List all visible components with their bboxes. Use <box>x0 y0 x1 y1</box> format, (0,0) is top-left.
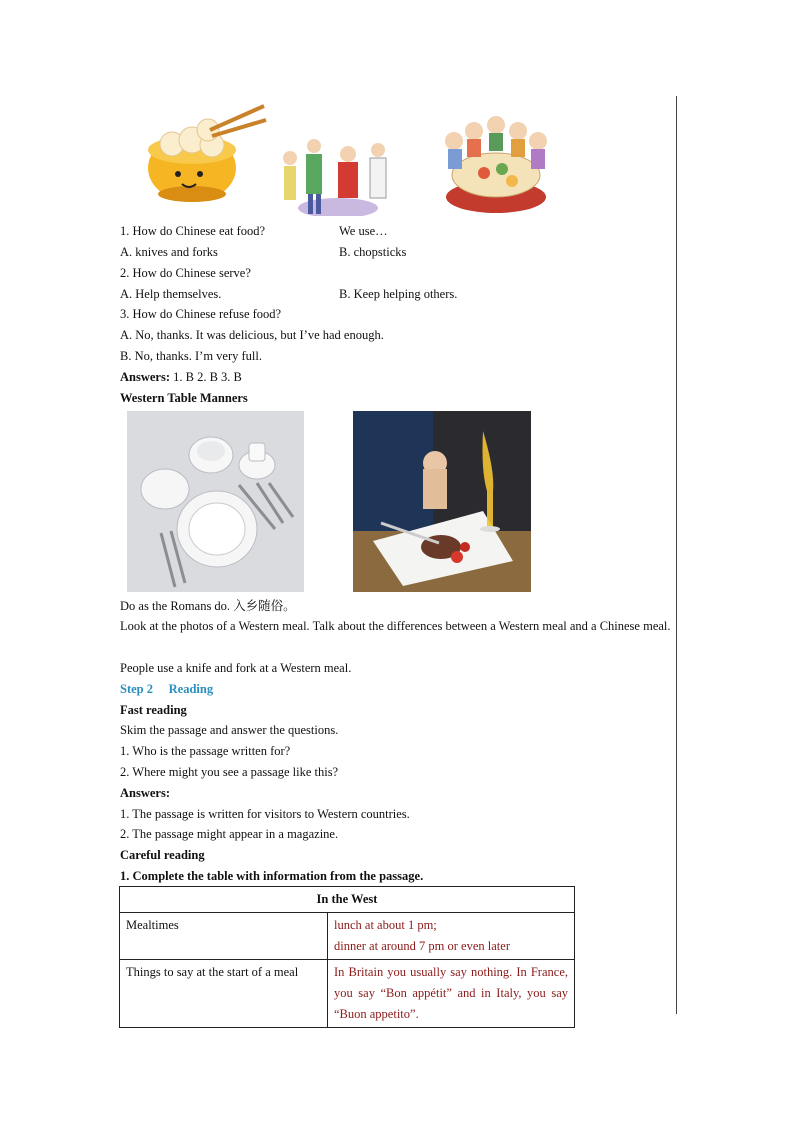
table-row-label: Mealtimes <box>120 913 328 960</box>
table-task: 1. Complete the table with information from the passage. <box>120 869 424 883</box>
mealtime-lunch: lunch at about 1 pm; <box>334 918 437 932</box>
question-3: 3. How do Chinese refuse food? <box>120 307 282 321</box>
west-info-table <box>119 886 575 1028</box>
question-3-option-a: A. No, thanks. It was delicious, but I’ve had enough. <box>120 328 384 342</box>
table-row <box>120 960 575 1028</box>
steamed-buns-illustration <box>142 100 270 206</box>
intro-answers <box>120 369 242 385</box>
fast-question-2: 2. Where might you see a passage like this? <box>120 765 339 779</box>
table-row-value <box>328 913 575 960</box>
table-row <box>120 913 575 960</box>
fast-answer-1: 1. The passage is written for visitors to Western countries. <box>120 807 410 821</box>
family-serving-illustration <box>276 132 396 216</box>
step-2-heading: Step 2 Reading <box>120 682 214 696</box>
question-2-option-b: B. Keep helping others. <box>339 287 458 301</box>
western-heading: Western Table Manners <box>120 391 248 405</box>
answers-label: Answers: <box>120 370 170 384</box>
question-2: 2. How do Chinese serve? <box>120 266 251 280</box>
proverb: Do as the Romans do. 入乡随俗。 <box>120 599 296 613</box>
knife-fork-note: People use a knife and fork at a Western meal. <box>120 661 352 675</box>
table-header-row <box>120 887 575 913</box>
table-row-value: In Britain you usually say nothing. In France, you say “Bon appétit” and in Italy, you say “Buon appetito”. <box>328 960 575 1028</box>
careful-reading-heading: Careful reading <box>120 848 205 862</box>
fast-answer-2: 2. The passage might appear in a magazine. <box>120 827 339 841</box>
fast-reading-heading: Fast reading <box>120 703 187 717</box>
photo-discussion-instruction: Look at the photos of a Western meal. Talk about the differences between a Western meal and a Chinese meal. <box>120 619 671 633</box>
place-setting-photo <box>127 411 304 592</box>
table-header: In the West <box>120 887 575 913</box>
question-2-option-a: A. Help themselves. <box>120 287 222 301</box>
fast-answers-label: Answers: <box>120 786 170 800</box>
question-1: 1. How do Chinese eat food? <box>120 224 266 238</box>
question-1-prompt: We use… <box>339 224 388 238</box>
fast-question-1: 1. Who is the passage written for? <box>120 744 291 758</box>
mealtime-dinner: dinner at around 7 pm or even later <box>334 939 510 953</box>
table-row-label: Things to say at the start of a meal <box>120 960 328 1028</box>
answers-text: 1. B 2. B 3. B <box>170 370 242 384</box>
margin-rule <box>676 96 677 1014</box>
question-1-option-b: B. chopsticks <box>339 245 407 259</box>
fast-reading-instruction: Skim the passage and answer the questions. <box>120 723 339 737</box>
question-1-option-a: A. knives and forks <box>120 245 218 259</box>
question-3-option-b: B. No, thanks. I’m very full. <box>120 349 262 363</box>
family-dinner-illustration <box>440 113 552 217</box>
steak-dinner-photo <box>353 411 531 592</box>
